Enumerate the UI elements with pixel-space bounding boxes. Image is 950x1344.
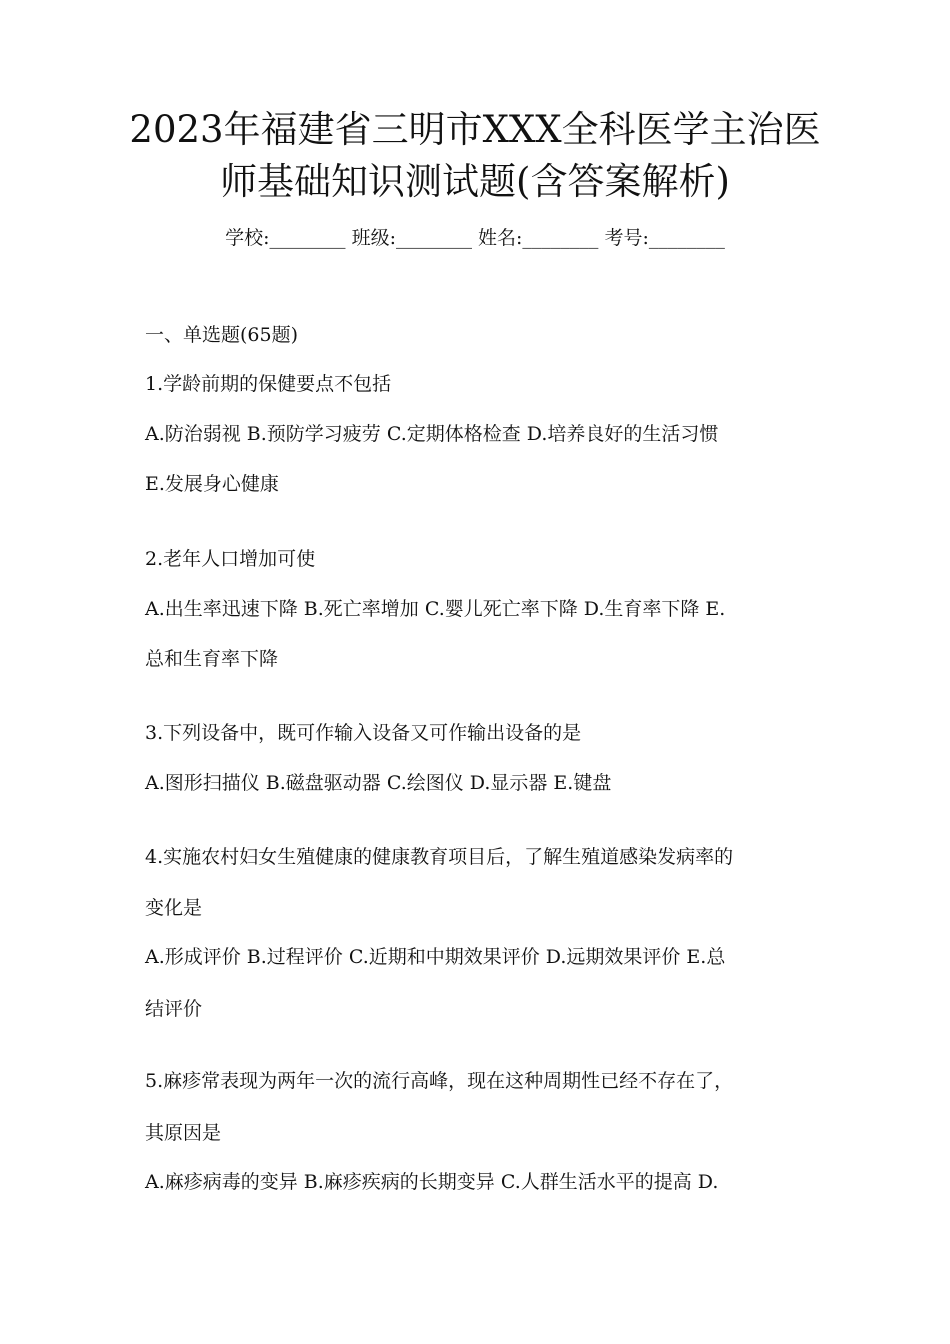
question-2-options-line-1: A.出生率迅速下降 B.死亡率增加 C.婴儿死亡率下降 D.生育率下降 E. bbox=[145, 598, 726, 620]
student-info-line bbox=[0, 224, 950, 252]
question-1-stem: 1.学龄前期的保健要点不包括 bbox=[145, 373, 392, 395]
question-4-options-line-2: 结评价 bbox=[145, 998, 203, 1020]
question-5-options-line-1: A.麻疹病毒的变异 B.麻疹疾病的长期变异 C.人群生活水平的提高 D. bbox=[145, 1171, 719, 1193]
question-3-stem: 3.下列设备中，既可作输入设备又可作输出设备的是 bbox=[145, 722, 582, 744]
question-4-stem-line-2: 变化是 bbox=[145, 897, 203, 919]
school-field: 学校:________ bbox=[225, 227, 346, 249]
question-2-options-line-2: 总和生育率下降 bbox=[145, 648, 279, 670]
question-4-stem-line-1: 4.实施农村妇女生殖健康的健康教育项目后，了解生殖道感染发病率的 bbox=[145, 846, 734, 868]
question-2-stem: 2.老年人口增加可使 bbox=[145, 548, 316, 570]
title-line-1: 2023年福建省三明市XXX全科医学主治医 bbox=[129, 108, 821, 151]
question-1-options-line-1: A.防治弱视 B.预防学习疲劳 C.定期体格检查 D.培养良好的生活习惯 bbox=[145, 423, 719, 445]
title-line-2: 师基础知识测试题(含答案解析) bbox=[220, 160, 730, 203]
question-4-options-line-1: A.形成评价 B.过程评价 C.近期和中期效果评价 D.远期效果评价 E.总 bbox=[145, 946, 726, 968]
exam-number-field: 考号:________ bbox=[604, 227, 725, 249]
question-3-options-line-1: A.图形扫描仪 B.磁盘驱动器 C.绘图仪 D.显示器 E.键盘 bbox=[145, 772, 612, 794]
document-title bbox=[100, 104, 850, 208]
name-field: 姓名:________ bbox=[478, 227, 599, 249]
question-1-options-line-2: E.发展身心健康 bbox=[145, 473, 279, 495]
class-field: 班级:________ bbox=[351, 227, 472, 249]
question-5-stem-line-2: 其原因是 bbox=[145, 1122, 222, 1144]
section-heading: 一、单选题(65题) bbox=[145, 324, 299, 346]
question-5-stem-line-1: 5.麻疹常表现为两年一次的流行高峰，现在这种周期性已经不存在了， bbox=[145, 1070, 734, 1092]
